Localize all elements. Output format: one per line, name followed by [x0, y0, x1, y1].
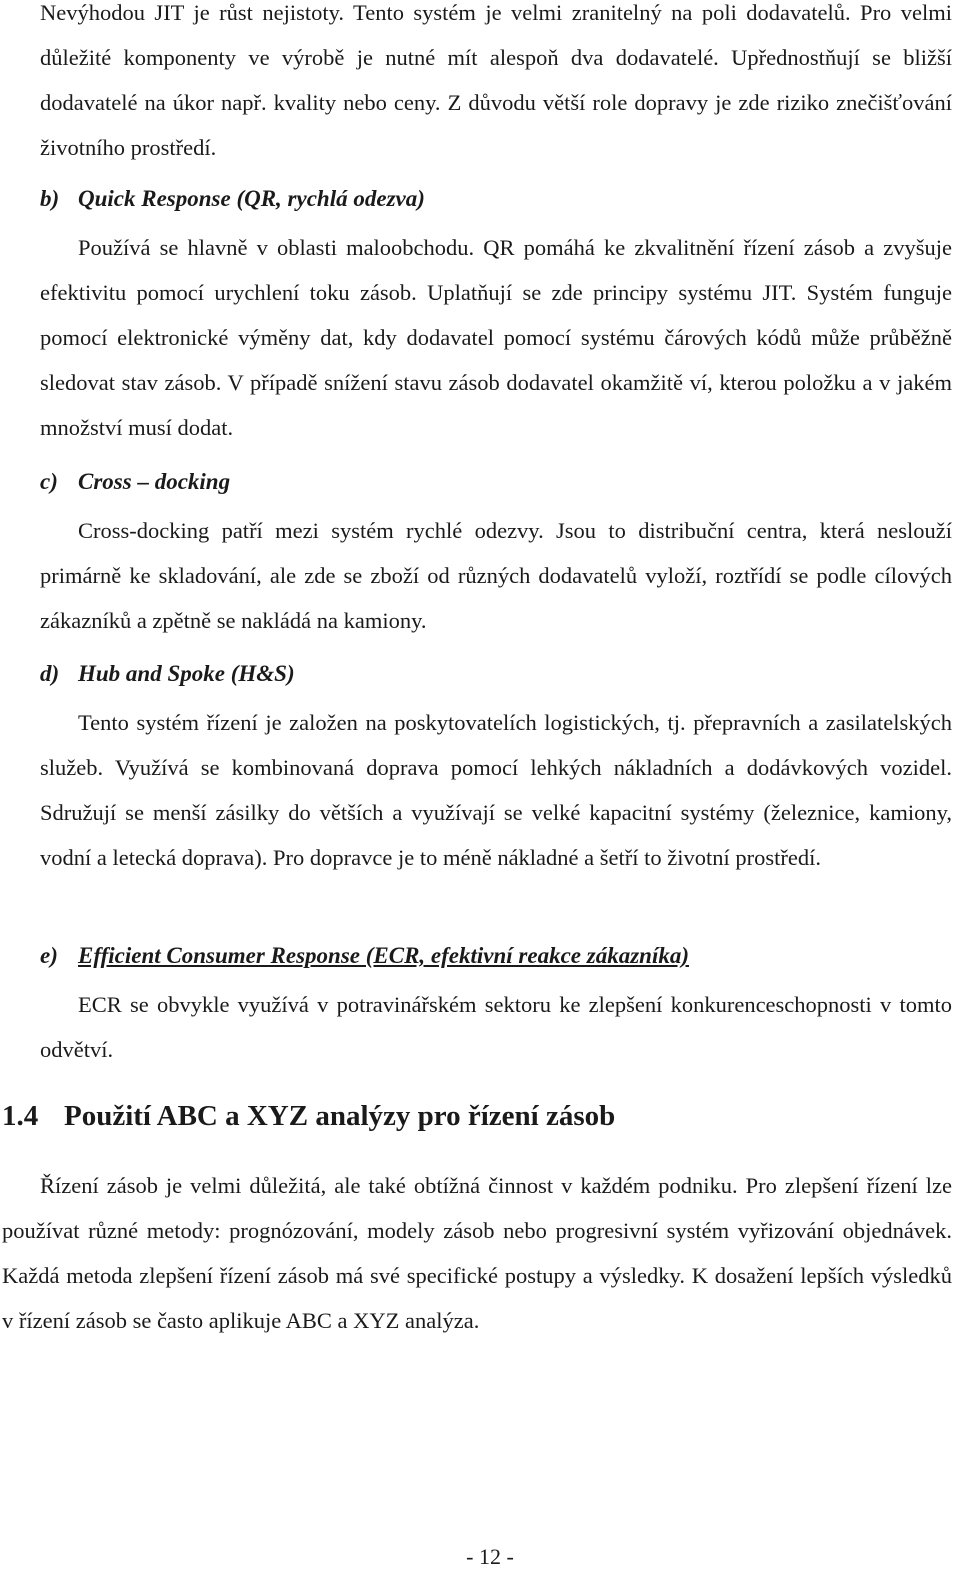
section-c-title: Cross – docking: [78, 469, 231, 494]
section-c-heading: [40, 469, 230, 495]
section-d-heading: [40, 661, 295, 687]
section-heading: [2, 1100, 615, 1133]
section-number: 1.4: [2, 1100, 39, 1132]
section-e-body: ECR se obvykle využívá v potravinářském sektoru ke zlepšení konkurenceschopnosti v tomto odvětví.: [40, 992, 952, 1062]
section-b-title: Quick Response (QR, rychlá odezva): [78, 186, 425, 211]
page-number: - 12 -: [466, 1544, 514, 1569]
section-e-letter: e): [40, 943, 58, 968]
intro-paragraph: Nevýhodou JIT je růst nejistoty. Tento systém je velmi zranitelný na poli dodavatelů. Pro velmi důležité komponenty ve výrobě je nutné mít alespoň dva dodavatelé. Upřednostňují se bližší dodavatelé na úkor např. kvality nebo ceny. Z důvodu větší role dopravy je zde riziko znečišťování životního prostředí.: [40, 0, 952, 160]
section-title: Použití ABC a XYZ analýzy pro řízení zásob: [64, 1100, 616, 1132]
section-b-letter: b): [40, 186, 60, 211]
section-d-body: Tento systém řízení je založen na poskytovatelích logistických, tj. přepravních a zasilatelských služeb. Využívá se kombinovaná doprava pomocí lehkých nákladních a dodávkových vozidel. Sdružují se menší zásilky do větších a využívají se velké kapacitní systémy (železnice, kamiony, vodní a letecká doprava). Pro dopravce je to méně nákladné a šetří to životní prostředí.: [40, 710, 952, 870]
section-d-title: Hub and Spoke (H&S): [78, 661, 295, 686]
section-c-letter: c): [40, 469, 58, 494]
section-e-title: Efficient Consumer Response (ECR, efektivní reakce zákazníka): [78, 943, 689, 968]
section-e-heading: [40, 943, 689, 969]
section-b-heading: [40, 186, 425, 212]
final-paragraph: Řízení zásob je velmi důležitá, ale také obtížná činnost v každém podniku. Pro zlepšení řízení lze používat různé metody: prognózování, modely zásob nebo progresivní systém vyřizování objednávek. Každá metoda zlepšení řízení zásob má své specifické postupy a výsledky. K dosažení lepších výsledků v řízení zásob se často aplikuje ABC a XYZ analýza.: [2, 1173, 952, 1333]
section-b-body: Používá se hlavně v oblasti maloobchodu. QR pomáhá ke zkvalitnění řízení zásob a zvyšuje efektivitu pomocí urychlení toku zásob. Uplatňují se zde principy systému JIT. Systém funguje pomocí elektronické výměny dat, kdy dodavatel pomocí systému čárových kódů může průběžně sledovat stav zásob. V případě snížení stavu zásob dodavatel okamžitě ví, kterou položku a v jakém množství musí dodat.: [40, 235, 952, 440]
section-d-letter: d): [40, 661, 60, 686]
section-c-body: Cross-docking patří mezi systém rychlé odezvy. Jsou to distribuční centra, která neslouží primárně ke skladování, ale zde se zboží od různých dodavatelů vyloží, roztřídí se podle cílových zákazníků a zpětně se nakládá na kamiony.: [40, 518, 952, 633]
